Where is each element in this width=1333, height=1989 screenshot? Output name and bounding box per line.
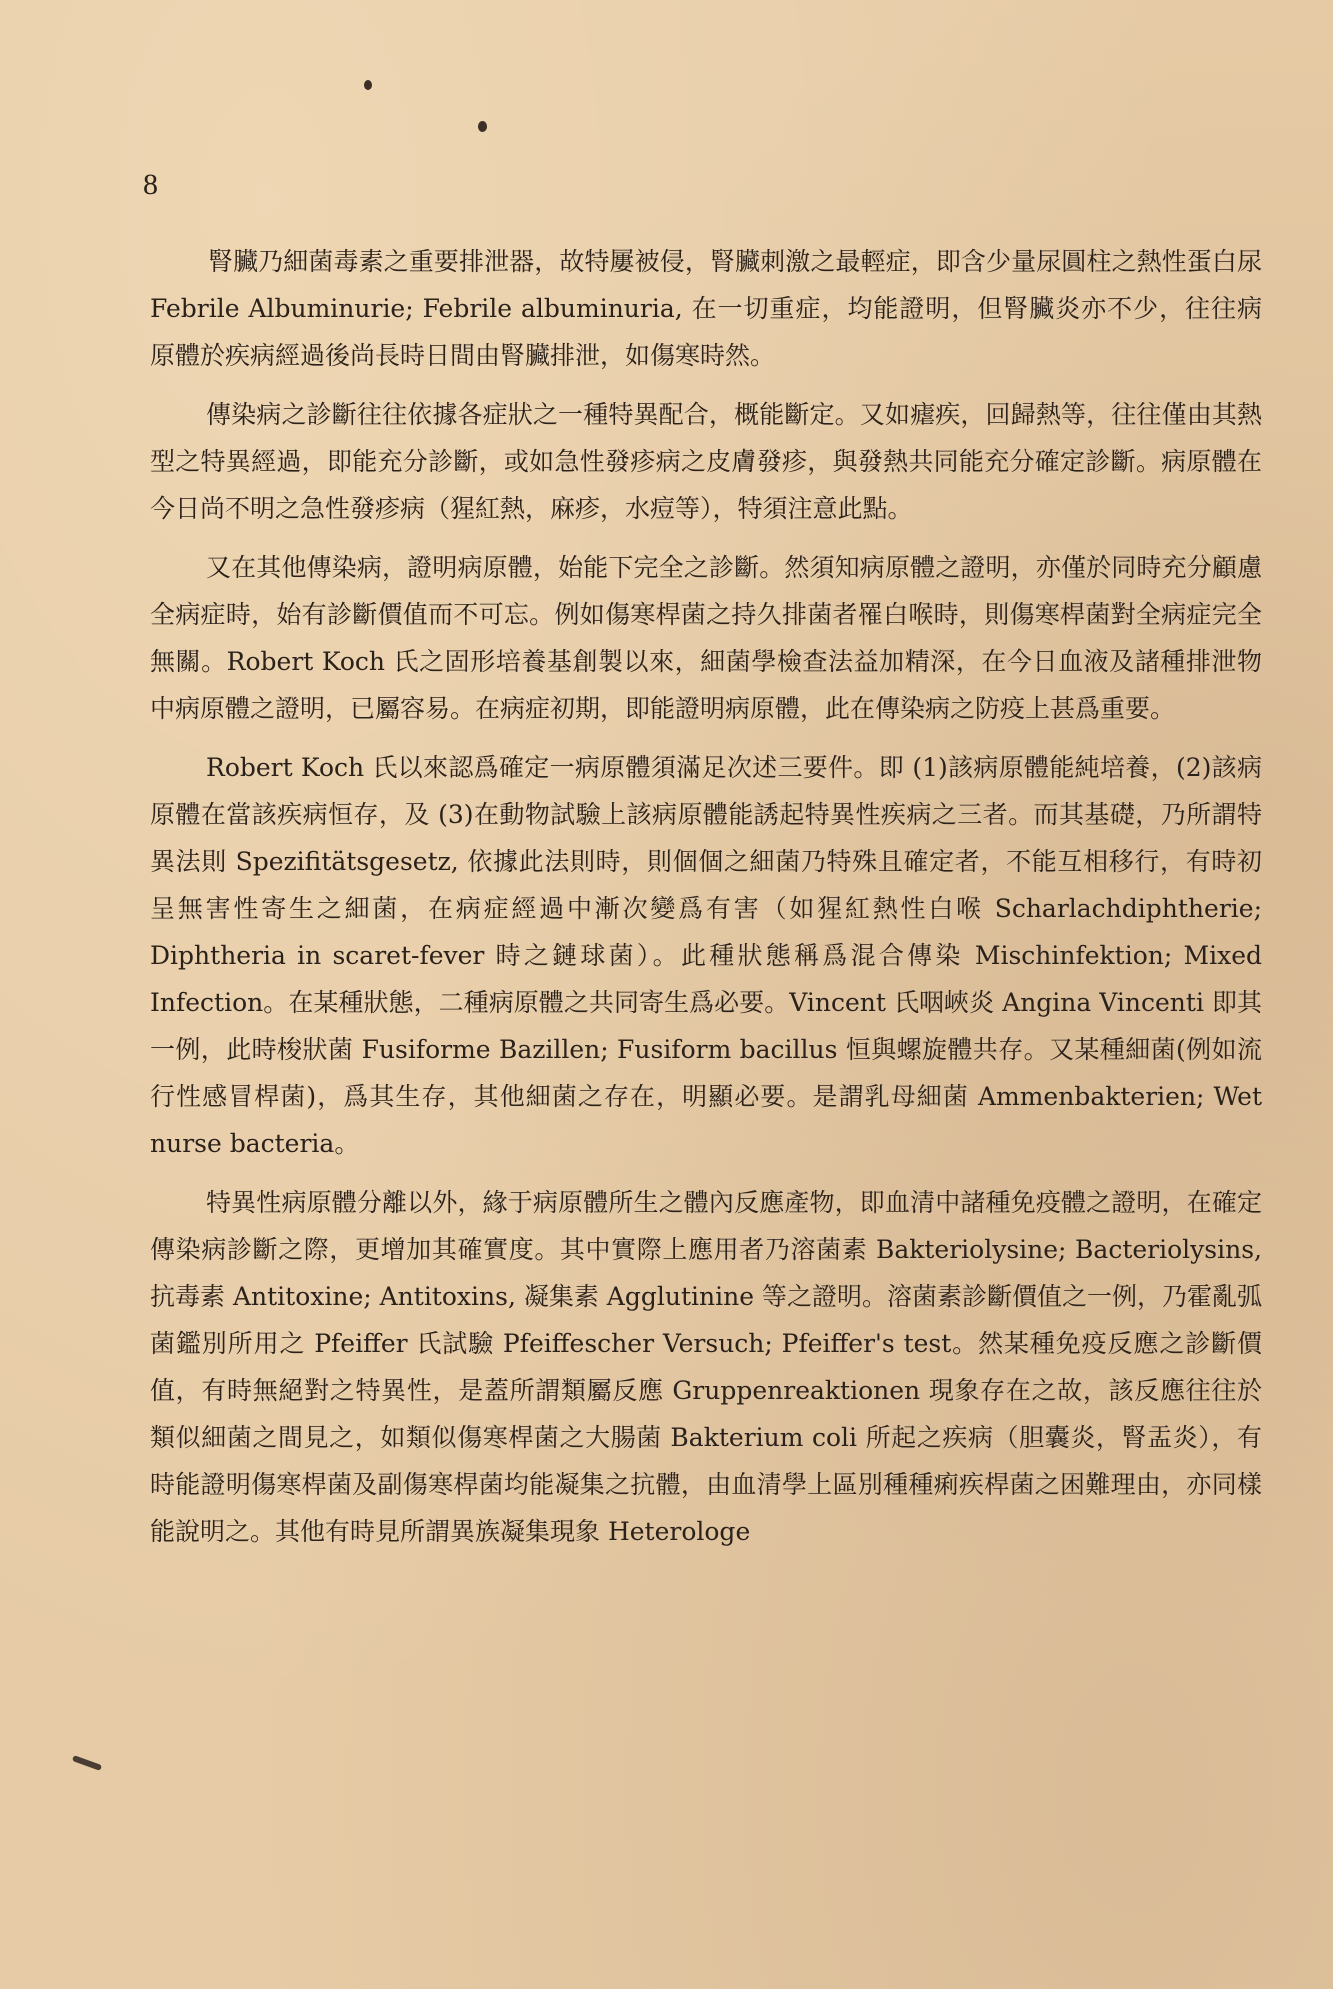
ink-speck — [364, 80, 372, 90]
ink-speck — [478, 121, 487, 132]
paragraph: 傳染病之診斷往往依據各症狀之一種特異配合，概能斷定。又如瘧疾，回歸熱等，往往僅由其熱型之特異經過，即能充分診斷，或如急性發疹病之皮膚發疹，與發熱共同能充分確定診斷。病原體在今日尚不明之急性發疹病（猩紅熱，麻疹，水痘等），特須注意此點。 — [150, 400, 1262, 523]
paragraph: Robert Koch 氏以來認爲確定一病原體須滿足次述三要件。即 (1)該病原體能純培養，(2)該病原體在當該疾病恒存，及 (3)在動物試驗上該病原體能誘起特異性疾病之三者。而其基礎，乃所謂特異法則 Spezifitätsgesetz, 依據此法則時，則個個之細菌乃特殊且確定者，不能互相移行，有時初呈無害性寄生之細菌，在病症經過中漸次變爲有害（如猩紅熱性白喉 Scharlachdiphtherie; Diphtheria in scaret-fever 時之鏈球菌）。此種狀態稱爲混合傳染 Mischinfektion; Mixed Infection。在某種狀態，二種病原體之共同寄生爲必要。Vincent 氏咽峽炎 Angina Vincenti 即其一例，此時梭狀菌 Fusiforme Bazillen; Fusiform bacillus 恒與螺旋體共存。又某種細菌(例如流行性感冒桿菌)，爲其生存，其他細菌之存在，明顯必要。是謂乳母細菌 Ammenbakterien; Wet nurse bacteria。 — [150, 753, 1262, 1158]
body-text — [150, 238, 1262, 1567]
paragraph: 腎臟乃細菌毒素之重要排泄器，故特屢被侵，腎臟刺激之最輕症，即含少量尿圓柱之熱性蛋白尿 Febrile Albuminurie; Febrile albuminuria, 在一切重症，均能證明，但腎臟炎亦不少，往往病原體於疾病經過後尚長時日間由腎臟排泄，如傷寒時然。 — [150, 247, 1262, 370]
paragraph: 特異性病原體分離以外，緣于病原體所生之體內反應產物，即血清中諸種免疫體之證明，在確定傳染病診斷之際，更增加其確實度。其中實際上應用者乃溶菌素 Bakteriolysine; Bacteriolysins, 抗毒素 Antitoxine; Antitoxins, 凝集素 Agglutinine 等之證明。溶菌素診斷價值之一例，乃霍亂弧菌鑑別所用之 Pfeiffer 氏試驗 Pfeiffescher Versuch; Pfeiffer's test。然某種免疫反應之診斷價值，有時無絕對之特異性，是蓋所謂類屬反應 Gruppenreaktionen 現象存在之故，該反應往往於類似細菌之間見之，如類似傷寒桿菌之大腸菌 Bakterium coli 所起之疾病（胆囊炎，腎盂炎），有時能證明傷寒桿菌及副傷寒桿菌均能凝集之抗體，由血清學上區別種種痢疾桿菌之困難理由，亦同樣能說明之。其他有時見所謂異族凝集現象 Heterologe — [150, 1188, 1262, 1546]
ink-mark — [72, 1755, 102, 1771]
page-number: 8 — [143, 168, 158, 201]
paragraph: 又在其他傳染病，證明病原體，始能下完全之診斷。然須知病原體之證明，亦僅於同時充分顧慮全病症時，始有診斷價值而不可忘。例如傷寒桿菌之持久排菌者罹白喉時，則傷寒桿菌對全病症完全無關。Robert Koch 氏之固形培養基創製以來，細菌學檢查法益加精深，在今日血液及諸種排泄物中病原體之證明，已屬容易。在病症初期，即能證明病原體，此在傳染病之防疫上甚爲重要。 — [150, 553, 1262, 723]
